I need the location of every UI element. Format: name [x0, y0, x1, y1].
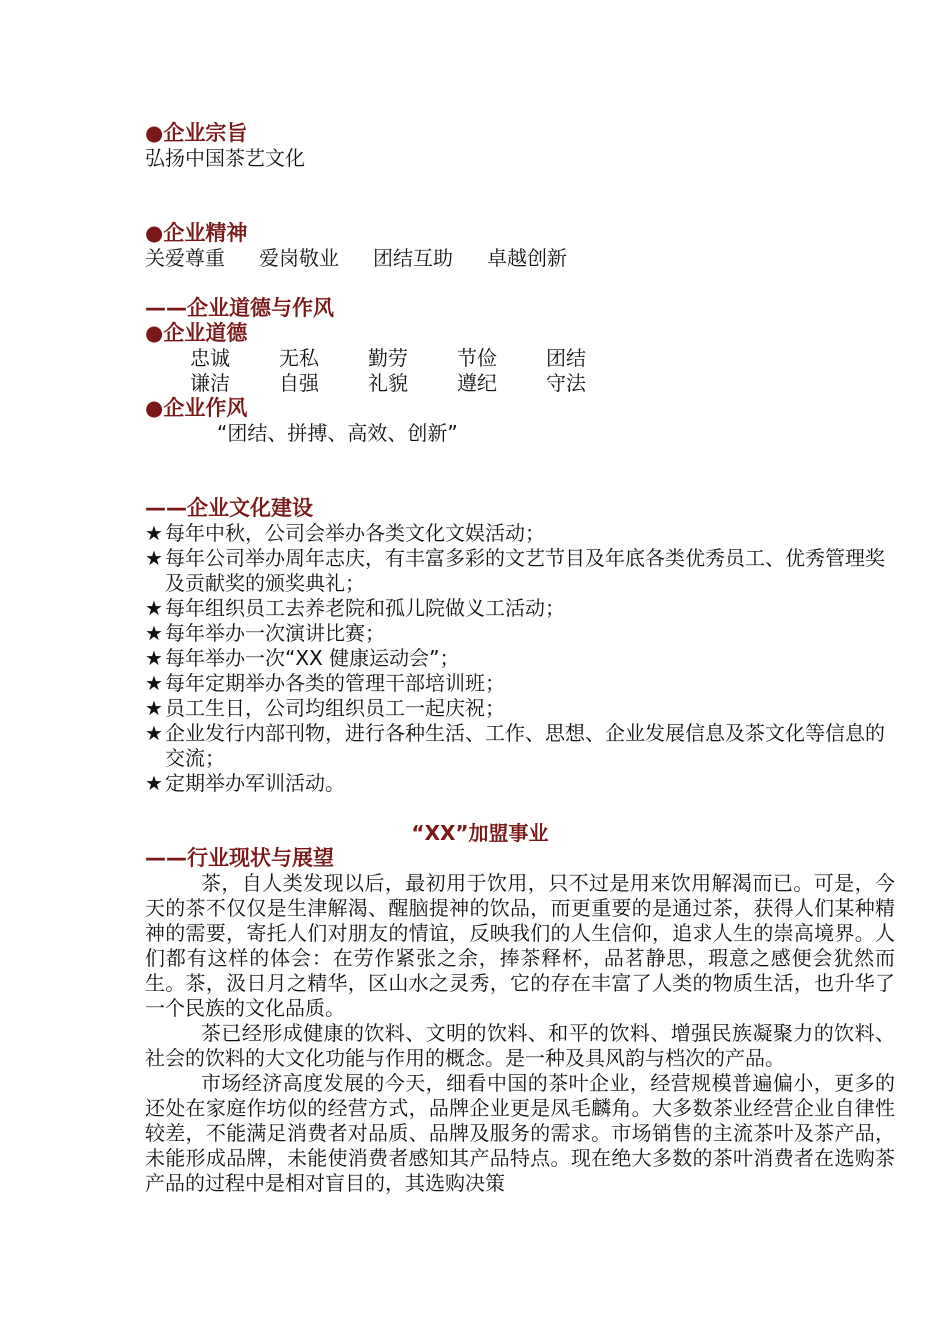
moral-item: 勤劳 [368, 346, 408, 370]
star-icon: ★ [145, 671, 163, 695]
moral-item: 无私 [279, 346, 319, 370]
style-heading: ●企业作风 [145, 396, 248, 420]
document-body [145, 121, 895, 1196]
ethics-section-heading: ——企业道德与作风 [145, 296, 334, 320]
list-item: ★ 每年组织员工去养老院和孤儿院做义工活动； [145, 596, 565, 620]
list-item: ★ 每年举办一次“XX 健康运动会”； [145, 646, 460, 670]
list-item: ★ 每年举办一次演讲比赛； [145, 621, 385, 645]
star-icon: ★ [145, 696, 163, 720]
moral-item: 忠诚 [190, 346, 230, 370]
moral-item: 遵纪 [457, 371, 497, 395]
body-paragraph: 茶已经形成健康的饮料、文明的饮料、和平的饮料、增强民族凝聚力的饮料、社会的饮料的大文化功能与作用的概念。是一种及具风韵与档次的产品。 [145, 1021, 895, 1070]
morals-row [145, 346, 895, 371]
moral-item: 守法 [546, 371, 586, 395]
spirit-value: 卓越创新 [487, 246, 567, 270]
spirit-value: 团结互助 [373, 246, 453, 270]
spirit-value: 爱岗敬业 [259, 246, 339, 270]
star-icon: ★ [145, 721, 163, 745]
star-icon: ★ [145, 596, 163, 620]
moral-item: 礼貌 [368, 371, 408, 395]
morals-heading: ●企业道德 [145, 321, 248, 345]
culture-activity-list [145, 521, 895, 796]
body-paragraph: 市场经济高度发展的今天，细看中国的茶叶企业，经营规模普遍偏小，更多的还处在家庭作坊似的经营方式，品牌企业更是凤毛麟角。大多数茶业经营企业自律性较差，不能满足消费者对品质、品牌及服务的需求。市场销售的主流茶叶及茶产品，未能形成品牌，未能使消费者感知其产品特点。现在绝大多数的茶叶消费者在选购茶产品的过程中是相对盲目的，其选购决策 [145, 1071, 895, 1195]
moral-item: 团结 [546, 346, 586, 370]
spirit-heading: ●企业精神 [145, 221, 248, 245]
list-item: ★ 每年中秋，公司会举办各类文化文娱活动； [145, 521, 545, 545]
culture-section-heading: ——企业文化建设 [145, 496, 313, 520]
moral-item: 自强 [279, 371, 319, 395]
star-icon: ★ [145, 521, 163, 545]
star-icon: ★ [145, 771, 163, 795]
list-item: ★ 员工生日，公司均组织员工一起庆祝； [145, 696, 505, 720]
list-item: ★ 企业发行内部刊物，进行各种生活、工作、思想、企业发展信息及茶文化等信息的交流； [145, 721, 885, 770]
list-item: ★ 每年公司举办周年志庆，有丰富多彩的文艺节目及年底各类优秀员工、优秀管理奖及贡献奖的颁奖典礼； [145, 546, 885, 595]
star-icon: ★ [145, 646, 163, 670]
moral-item: 谦洁 [190, 371, 230, 395]
purpose-text: 弘扬中国茶艺文化 [145, 146, 305, 170]
star-icon: ★ [145, 546, 163, 570]
morals-row [145, 371, 895, 396]
star-icon: ★ [145, 621, 163, 645]
list-item: ★ 定期举办军训活动。 [145, 771, 345, 795]
purpose-heading: ●企业宗旨 [145, 121, 248, 145]
style-motto: “团结、拼搏、高效、创新” [217, 421, 458, 445]
spirit-values [145, 246, 895, 271]
body-paragraph: 茶，自人类发现以后，最初用于饮用，只不过是用来饮用解渴而已。可是，今天的茶不仅仅是生津解渴、醒脑提神的饮品，而更重要的是通过茶，获得人们某种精神的需要，寄托人们对朋友的情谊，反映我们的人生信仰，追求人生的崇高境界。人们都有这样的体会：在劳作紧张之余，捧茶释杯，品茗静思，瑕意之感便会犹然而生。茶，汲日月之精华，区山水之灵秀，它的存在丰富了人类的物质生活，也升华了一个民族的文化品质。 [145, 871, 895, 1020]
industry-heading: ——行业现状与展望 [145, 846, 334, 870]
spirit-value: 关爱尊重 [145, 246, 225, 270]
franchise-title: “XX”加盟事业 [411, 821, 549, 845]
moral-item: 节俭 [457, 346, 497, 370]
list-item: ★ 每年定期举办各类的管理干部培训班； [145, 671, 505, 695]
